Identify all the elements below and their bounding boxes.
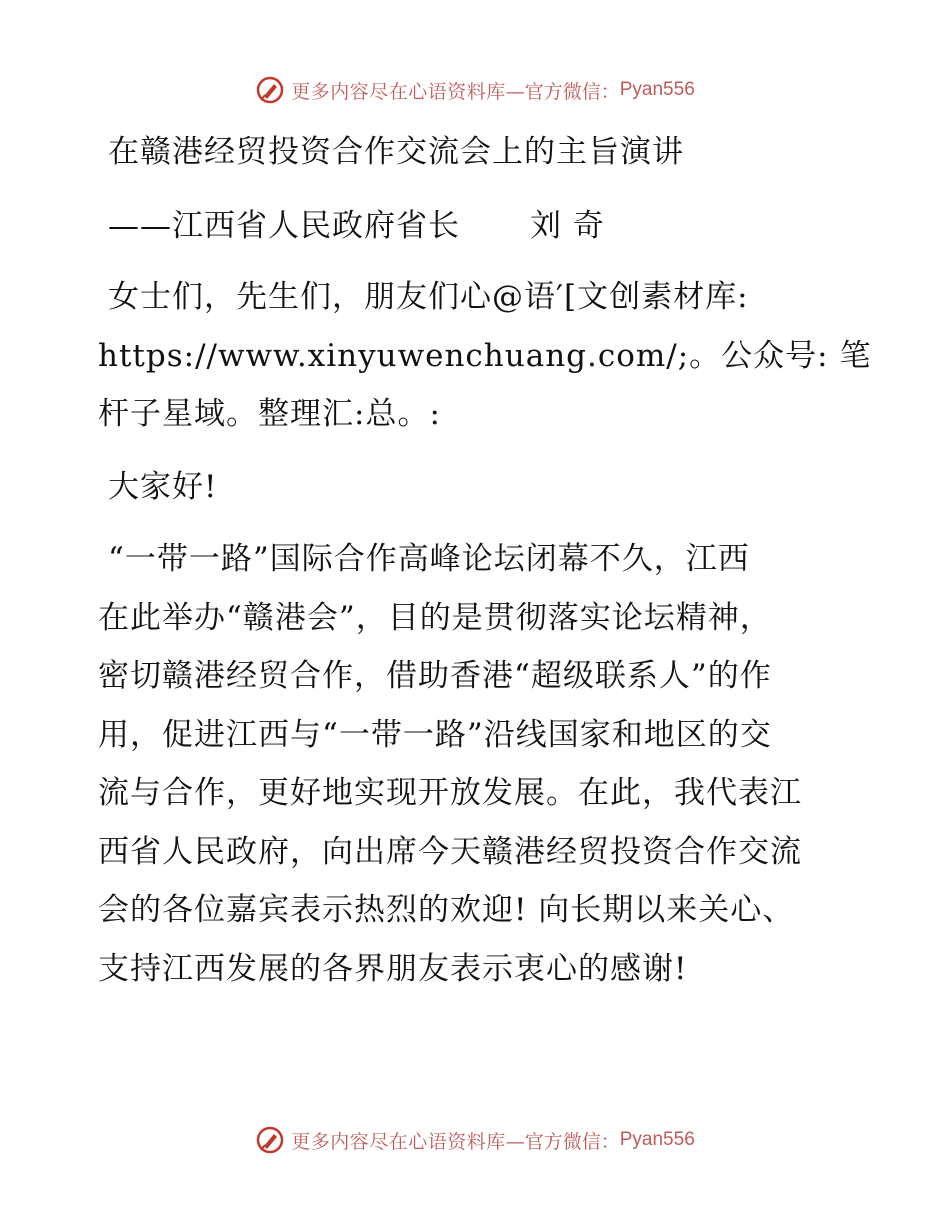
body-line: 密切赣港经贸合作，借助香港“超级联系人”的作 (98, 658, 772, 694)
document-title: 在赣港经贸投资合作交流会上的主旨演讲 (108, 134, 684, 170)
footer-banner (0, 1120, 950, 1160)
body-paragraph (98, 530, 858, 998)
body-line: 流与合作，更好地实现开放发展。在此，我代表江 (98, 775, 802, 811)
document-subtitle (108, 200, 605, 245)
body-line: 用，促进江西与“一带一路”沿线国家和地区的交 (98, 716, 772, 753)
subtitle-name: 刘 奇 (530, 208, 605, 244)
body-line: “一带一路”国际合作高峰论坛闭幕不久，江西 (108, 541, 750, 577)
body-line: 会的各位嘉宾表示热烈的欢迎! 向长期以来关心、 (98, 892, 795, 928)
subtitle-prefix: ——江西省人民政府省长 (108, 208, 460, 244)
hello-line: 大家好! (108, 469, 218, 505)
greeting-line: https://www.xinyuwenchuang.com/;。公众号: 笔 (98, 337, 872, 374)
banner-text: 更多内容尽在心语资料库 (291, 1130, 506, 1153)
banner-account: Pyan556 (619, 79, 695, 100)
banner-account: Pyan556 (619, 1129, 695, 1150)
header-banner (0, 70, 950, 110)
body-line: 西省人民政府，向出席今天赣港经贸投资合作交流 (98, 833, 802, 870)
banner-separator: —官方微信： (505, 80, 620, 103)
body-line: 在此举办“赣港会”，目的是贯彻落实论坛精神， (98, 599, 772, 636)
pen-logo-icon (255, 1125, 285, 1155)
banner-text: 更多内容尽在心语资料库 (291, 80, 506, 103)
greeting-line: 杆子星域。整理汇:总。: (98, 396, 441, 432)
banner-separator: —官方微信： (505, 1130, 620, 1153)
pen-logo-icon (255, 75, 285, 105)
body-line: 支持江西发展的各界朋友表示衷心的感谢! (98, 950, 688, 987)
hello-paragraph (98, 458, 858, 517)
greeting-line: 女士们，先生们，朋友们心@语′[文创素材库: (108, 279, 749, 315)
greeting-paragraph (98, 268, 872, 444)
